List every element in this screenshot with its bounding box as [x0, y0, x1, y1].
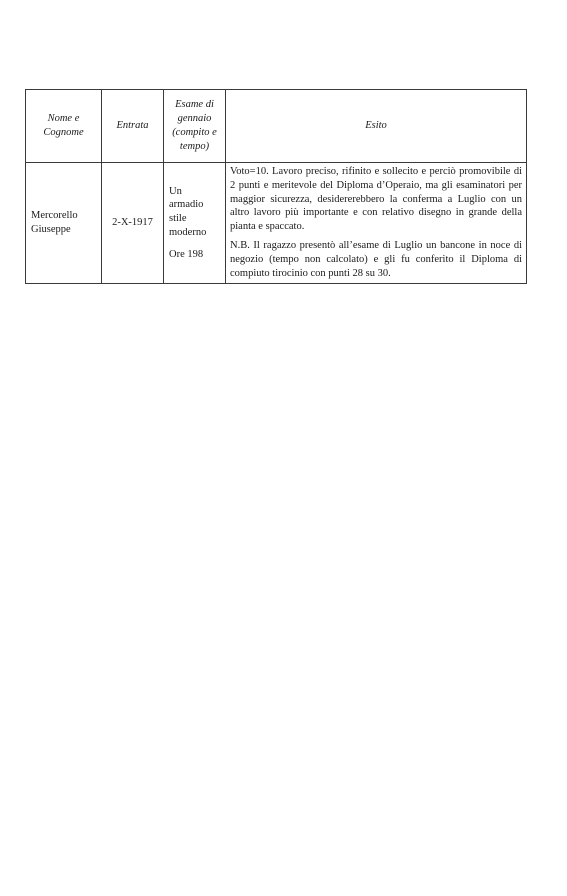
- results-table: [25, 89, 527, 284]
- header-row: [26, 90, 527, 163]
- header-entry: Entrata: [102, 90, 164, 163]
- cell-exam-task-line1: Un: [169, 185, 182, 197]
- table-body: [26, 163, 527, 284]
- header-name-line2: Cognome: [43, 127, 84, 138]
- outcome-paragraph-1: Voto=10. Lavoro preciso, rifinito e sollecito e perciò promovibile di 2 punti e meritevole del Diploma d’Operaio, ma gli esaminatori per maggior sicurezza, desidererebbero la conferma a Luglio con un altro lavoro più importante e con relativo disegno in grande della pianta e spaccato.: [230, 166, 522, 233]
- cell-exam: [164, 163, 226, 284]
- header-exam-line3: (compito e: [172, 127, 217, 138]
- header-exam-line4: tempo): [179, 141, 210, 152]
- header-name: [26, 90, 102, 163]
- table-header: [26, 90, 527, 163]
- header-outcome: Esito: [226, 90, 527, 163]
- header-exam: [164, 90, 226, 163]
- cell-exam-task-line2: armadio: [169, 199, 204, 211]
- header-exam-line2: gennaio: [177, 113, 212, 124]
- cell-outcome: [226, 163, 527, 284]
- cell-name-line2: Giuseppe: [31, 224, 71, 236]
- cell-entry: 2-X-1917: [102, 163, 164, 284]
- table-row: [26, 163, 527, 284]
- outcome-paragraph-2: N.B. Il ragazzo presentò all’esame di Luglio un bancone in noce di negozio (tempo non calcolato) e gli fu conferito il Diploma di compiuto tirocinio con punti 28 su 30.: [230, 239, 522, 279]
- cell-exam-task-line3: stile: [169, 213, 187, 225]
- cell-exam-task-line4: moderno: [169, 227, 207, 239]
- cell-name: [26, 163, 102, 284]
- cell-name-line1: Mercorello: [31, 210, 78, 222]
- header-exam-line1: Esame di: [175, 99, 214, 110]
- cell-exam-hours: Ore 198: [169, 248, 204, 260]
- header-name-line1: Nome e: [47, 113, 80, 124]
